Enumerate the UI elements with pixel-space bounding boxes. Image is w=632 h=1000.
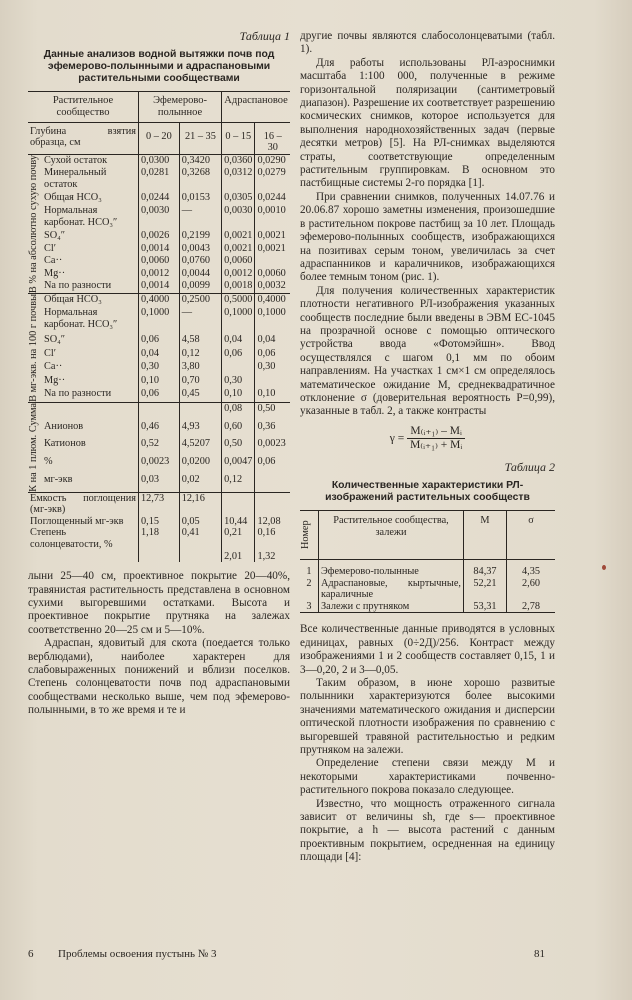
- cell-value: 0,04: [255, 334, 290, 347]
- cell-value: 0,0279: [255, 167, 290, 192]
- cell-value: 10,44: [222, 516, 255, 528]
- t1-depth-col: 16 – 30: [255, 122, 290, 154]
- cell-value: 0,50: [255, 402, 290, 420]
- page-number-left: 6: [28, 948, 34, 960]
- t1-depth-col: 0 – 15: [222, 122, 255, 154]
- cell-value: 0,0010: [255, 205, 290, 230]
- cell-value: [139, 551, 180, 563]
- table-row: [28, 230, 290, 243]
- right-paragraph: Таким образом, в июне хорошо развитые полынники характеризуются более высокими значениями математического ожидания и дисперсии оптической плотности изображения по сравнению с выгоревшей травяной растительностью и редким прутняком на залежи.: [300, 677, 555, 757]
- row-name: Cl′: [44, 347, 56, 359]
- table-row: [28, 474, 290, 492]
- cell-value: 0,0030: [222, 205, 255, 230]
- t2-head-num: Номер: [300, 520, 311, 550]
- cell-value: 0,10: [255, 388, 290, 402]
- cell-value: 12,16: [179, 492, 221, 516]
- cell-value: 0,16: [255, 527, 290, 550]
- cell-value: 0,0018: [222, 280, 255, 293]
- table-row: [28, 551, 290, 563]
- cell-value: 0,60: [222, 421, 255, 439]
- cell-value: [179, 551, 221, 563]
- t1-head-group1: Эфемерово-полынное: [139, 92, 222, 122]
- cell-value: 0,0060: [255, 268, 290, 281]
- cell-value: 0,0012: [222, 268, 255, 281]
- table-row: [28, 205, 290, 230]
- cell-value: 0,12: [222, 474, 255, 492]
- table-row: [28, 456, 290, 474]
- row-name: Минеральный остаток: [44, 167, 107, 190]
- cell-value: 0,0060: [222, 255, 255, 268]
- row-name: %: [44, 455, 53, 467]
- right-paragraph: Известно, что мощность отраженного сигнала зависит от величины sh, где s— проективное покрытие, а h — высота растений с данным проективным покрытием, осредненная на единицу площади [4]:: [300, 797, 555, 864]
- table-row: [300, 560, 555, 578]
- cell-value: 0,0060: [139, 255, 180, 268]
- right-paragraph: Для работы использованы РЛ-аэроснимки масштаба 1:100 000, полученные в режиме горизонтальной поляризации (сантиметровый диапазон). Разрешение их соответствует разрешению космических снимков, которое используется для выполнения народнохозяйственных задач (первые десятки метров) [5]. На РЛ-снимках выделяются страты, соответствующие определенным растительным группировкам. В основном это пастбищные системы 2-го порядка [1].: [300, 56, 555, 190]
- table-row: [300, 601, 555, 613]
- section-label: В % на абсолютно сухую почву: [28, 154, 39, 293]
- row-name: Нормальная карбонат. HCO₃″: [44, 204, 118, 228]
- section-label: К на 1 плюм. Сумма: [28, 402, 39, 492]
- t2-cell-s: 2,78: [507, 601, 556, 613]
- cell-value: 0,36: [255, 421, 290, 439]
- right-paragraph: другие почвы являются слабосолонцеватыми (табл. 1).: [300, 30, 555, 56]
- cell-value: 0,06: [222, 348, 255, 361]
- cell-value: 0,0026: [139, 230, 180, 243]
- cell-value: 0,0047: [222, 456, 255, 474]
- cell-value: 0,0312: [222, 167, 255, 192]
- table-row: [28, 492, 290, 516]
- t2-cell-name: Адраспановые, кыртычные, караличные: [319, 578, 464, 601]
- table-row: [28, 421, 290, 439]
- cell-value: 4,5207: [179, 438, 221, 456]
- page-number-right: 81: [534, 948, 545, 960]
- cell-value: 0,41: [179, 527, 221, 550]
- cell-value: 0,06: [139, 388, 180, 402]
- cell-value: 0,06: [255, 348, 290, 361]
- cell-value: 0,4000: [255, 293, 290, 307]
- cell-value: 0,06: [139, 334, 180, 347]
- table-row: [28, 361, 290, 374]
- table-row: [28, 154, 290, 167]
- cell-value: 0,10: [222, 388, 255, 402]
- t1-head-group2: Адраспановое: [222, 92, 290, 122]
- row-name: Поглощенный мг-экв: [30, 515, 124, 527]
- cell-value: 0,30: [255, 361, 290, 374]
- cell-value: 0,0014: [139, 243, 180, 256]
- table-row: [28, 192, 290, 205]
- t2-cell-n: 3: [300, 601, 319, 613]
- cell-value: [255, 492, 290, 516]
- cell-value: 0,0021: [255, 243, 290, 256]
- table-row: [28, 527, 290, 550]
- table-row: [28, 243, 290, 256]
- row-name: Степень солонцеватости, %: [30, 527, 113, 550]
- table-row: [28, 334, 290, 347]
- cell-value: 0,0099: [179, 280, 221, 293]
- t2-cell-s: 4,35: [507, 560, 556, 578]
- formula-numerator: M₍ᵢ₊₁₎ – Mᵢ: [407, 425, 465, 439]
- cell-value: 0,52: [139, 438, 180, 456]
- cell-value: [255, 375, 290, 388]
- table2: [300, 510, 555, 613]
- cell-value: 0,21: [222, 527, 255, 550]
- cell-value: [179, 402, 221, 420]
- t2-head-s: σ: [507, 511, 556, 560]
- cell-value: [255, 474, 290, 492]
- cell-value: 0,0760: [179, 255, 221, 268]
- row-name: Катионов: [44, 438, 86, 450]
- ink-dot: [602, 565, 606, 570]
- cell-value: 0,0244: [139, 192, 180, 205]
- cell-value: 0,15: [139, 516, 180, 528]
- row-name: Mg··: [44, 374, 66, 386]
- row-name: Na по разности: [44, 280, 112, 292]
- cell-value: 0,02: [179, 474, 221, 492]
- cell-value: [222, 361, 255, 374]
- table-row: [28, 293, 290, 307]
- right-paragraph: При сравнении снимков, полученных 14.07.76 и 20.06.87 хорошо заметны изменения, произошедшие в растительном покрове пастбищ за 10 лет. Площадь эфемерово-полынных сообществ, изображающихся на позитивах серым тоном, увеличилась за счет адраспанников и караличников, изображающихся более темным тоном (рис. 1).: [300, 190, 555, 284]
- cell-value: 0,0030: [139, 205, 180, 230]
- cell-value: 0,06: [255, 456, 290, 474]
- row-name: Общая HCO₃: [42, 293, 139, 307]
- row-name: Na по разности: [44, 388, 112, 400]
- cell-value: 0,08: [222, 402, 255, 420]
- section-label: В мг-экв. на 100 г почвы: [28, 293, 39, 402]
- right-paragraph: Определение степени связи между М и некоторыми характеристиками почвенно-растительного покрова показало следующее.: [300, 757, 555, 797]
- left-column: [28, 30, 290, 718]
- table2-label: Таблица 2: [504, 459, 555, 474]
- cell-value: 0,0021: [255, 230, 290, 243]
- cell-value: 0,1000: [255, 307, 290, 334]
- row-name: Сухой остаток: [44, 154, 108, 166]
- cell-value: —: [179, 307, 221, 334]
- cell-value: [222, 492, 255, 516]
- journal-title: Проблемы освоения пустынь № 3: [58, 948, 217, 960]
- cell-value: 0,2500: [179, 293, 221, 307]
- t2-cell-name: Эфемерово-полынные: [319, 560, 464, 578]
- cell-value: 0,04: [139, 348, 180, 361]
- cell-value: 0,0032: [255, 280, 290, 293]
- row-name: Нормальная карбонат. HCO₃″: [44, 307, 118, 330]
- table-row: [28, 438, 290, 456]
- cell-value: 1,32: [255, 551, 290, 563]
- table-row: [28, 307, 290, 334]
- cell-value: 0,30: [222, 375, 255, 388]
- cell-value: 0,0043: [179, 243, 221, 256]
- t2-cell-m: 84,37: [464, 560, 507, 578]
- left-paragraph: Адраспан, ядовитый для скота (поедается только верблюдами), наиболее характерен для слабовыраженных понижений и вблизи поселков. Степень солонцеватости почв под адраспановыми сообществами несколько выше, чем под эфемерово-полынными, в то же время и те и: [28, 637, 290, 717]
- cell-value: 0,0244: [255, 192, 290, 205]
- table-row: [28, 348, 290, 361]
- table1-label: Таблица 1: [239, 29, 290, 43]
- cell-value: 0,70: [179, 375, 221, 388]
- row-name: Ca··: [44, 361, 63, 373]
- cell-value: 0,0023: [139, 456, 180, 474]
- cell-value: 0,0305: [222, 192, 255, 205]
- table-row: [28, 167, 290, 192]
- right-paragraph: Для получения количественных характеристик плотности негативного РЛ-изображения указанных сообществ последние были введены в ЭВМ ЕС-1045 на прозрачной основе с помощью оптического устройства ввода «Фотомэйшн». Ввод осуществлялся с шагом 0,1 мм по обоим направлениям. На участках 1 см×1 см определялось математическое ожидание М, среднеквадратичное отклонение σ (доверительная вероятность P=0,99), указанные в табл. 2, а также контрасты: [300, 284, 555, 418]
- table1: [28, 91, 290, 562]
- row-name: SO₄″: [44, 230, 66, 242]
- row-name: SO₄″: [44, 334, 66, 346]
- cell-value: 0,10: [139, 375, 180, 388]
- cell-value: 0,1000: [139, 307, 180, 334]
- cell-value: 0,04: [222, 334, 255, 347]
- t2-head-name: Растительное сообщества, залежи: [319, 511, 464, 560]
- row-name: Ca··: [44, 255, 63, 267]
- cell-value: 0,1000: [222, 307, 255, 334]
- cell-value: 0,0200: [179, 456, 221, 474]
- cell-value: 0,0360: [222, 154, 255, 167]
- cell-value: 12,73: [139, 492, 180, 516]
- formula-denominator: M₍ᵢ₊₁₎ + Mᵢ: [410, 439, 463, 452]
- right-paragraph: Все количественные данные приводятся в условных единицах, равных (0÷2Д)/256. Контраст между изображениями 1 и 2 сообществ составляет 0,15, 1 и 3—0,20, 2 и 3—0,05.: [300, 623, 555, 676]
- cell-value: 0,0014: [139, 280, 180, 293]
- table-row: [28, 268, 290, 281]
- table-row: [28, 375, 290, 388]
- t1-depth-label: Глубина взятия образца, см: [28, 122, 139, 154]
- row-name: мг-экв: [44, 473, 73, 485]
- t1-head-community: Растительное сообщество: [28, 92, 139, 122]
- table-row: [28, 402, 290, 420]
- cell-value: 0,05: [179, 516, 221, 528]
- t2-head-m: M: [464, 511, 507, 560]
- table-row: [300, 578, 555, 601]
- cell-value: 0,0290: [255, 154, 290, 167]
- cell-value: 0,0044: [179, 268, 221, 281]
- table-row: [28, 516, 290, 528]
- cell-value: 0,0023: [255, 438, 290, 456]
- table1-caption: Данные анализов водной вытяжки почв под эфемерово-полынными и адраспановыми растительными сообществами: [43, 49, 275, 85]
- cell-value: [255, 255, 290, 268]
- cell-value: 0,0153: [179, 192, 221, 205]
- t2-cell-m: 53,31: [464, 601, 507, 613]
- row-name: Емкость поглощения (мг-экв): [28, 492, 139, 516]
- cell-value: 1,18: [139, 527, 180, 550]
- row-name: Общая HCO₃: [44, 192, 102, 204]
- t1-depth-col: 0 – 20: [139, 122, 180, 154]
- cell-value: 0,03: [139, 474, 180, 492]
- t2-cell-m: 52,21: [464, 578, 507, 601]
- t2-cell-n: 1: [306, 566, 312, 577]
- row-name: Анионов: [44, 420, 84, 432]
- formula-fraction: [407, 425, 465, 453]
- cell-value: 4,93: [179, 421, 221, 439]
- cell-value: 0,0300: [139, 154, 180, 167]
- cell-value: 0,5000: [222, 293, 255, 307]
- table2-caption: Количественные характеристики РЛ-изображений растительных сообществ: [325, 480, 530, 503]
- contrast-formula: [300, 425, 555, 453]
- t2-cell-name: Залежи с прутняком: [319, 601, 464, 613]
- cell-value: 0,46: [139, 421, 180, 439]
- row-name: [42, 402, 139, 420]
- cell-value: 0,0281: [139, 167, 180, 192]
- formula-lhs: γ =: [389, 432, 405, 445]
- table-row: [28, 388, 290, 402]
- cell-value: [139, 402, 180, 420]
- t2-cell-n: 2: [306, 577, 312, 589]
- cell-value: 12,08: [255, 516, 290, 528]
- table-row: [28, 280, 290, 293]
- cell-value: 0,3268: [179, 167, 221, 192]
- table-row: [28, 255, 290, 268]
- cell-value: 2,01: [222, 551, 255, 563]
- left-paragraph: лыни 25—40 см, проективное покрытие 20—40%, травянистая растительность представлена в основном сухими выгоревшими остатками. Высота и проективное покрытие прутняка на залежах соответственно 20—25 см и 5—10%.: [28, 570, 290, 636]
- row-name: Cl′: [44, 242, 56, 254]
- cell-value: 3,80: [179, 361, 221, 374]
- right-column: [300, 30, 555, 865]
- t1-depth-col: 21 – 35: [179, 122, 221, 154]
- row-name: Mg··: [44, 267, 66, 279]
- cell-value: 0,4000: [139, 293, 180, 307]
- cell-value: 0,45: [179, 388, 221, 402]
- cell-value: 0,0021: [222, 243, 255, 256]
- cell-value: 0,0012: [139, 268, 180, 281]
- cell-value: 0,50: [222, 438, 255, 456]
- cell-value: 0,30: [139, 361, 180, 374]
- cell-value: 4,58: [179, 334, 221, 347]
- t2-cell-s: 2,60: [507, 578, 556, 601]
- row-name: [28, 551, 139, 563]
- cell-value: 0,12: [179, 348, 221, 361]
- cell-value: —: [179, 205, 221, 230]
- cell-value: 0,2199: [179, 230, 221, 243]
- cell-value: 0,3420: [179, 154, 221, 167]
- cell-value: 0,0021: [222, 230, 255, 243]
